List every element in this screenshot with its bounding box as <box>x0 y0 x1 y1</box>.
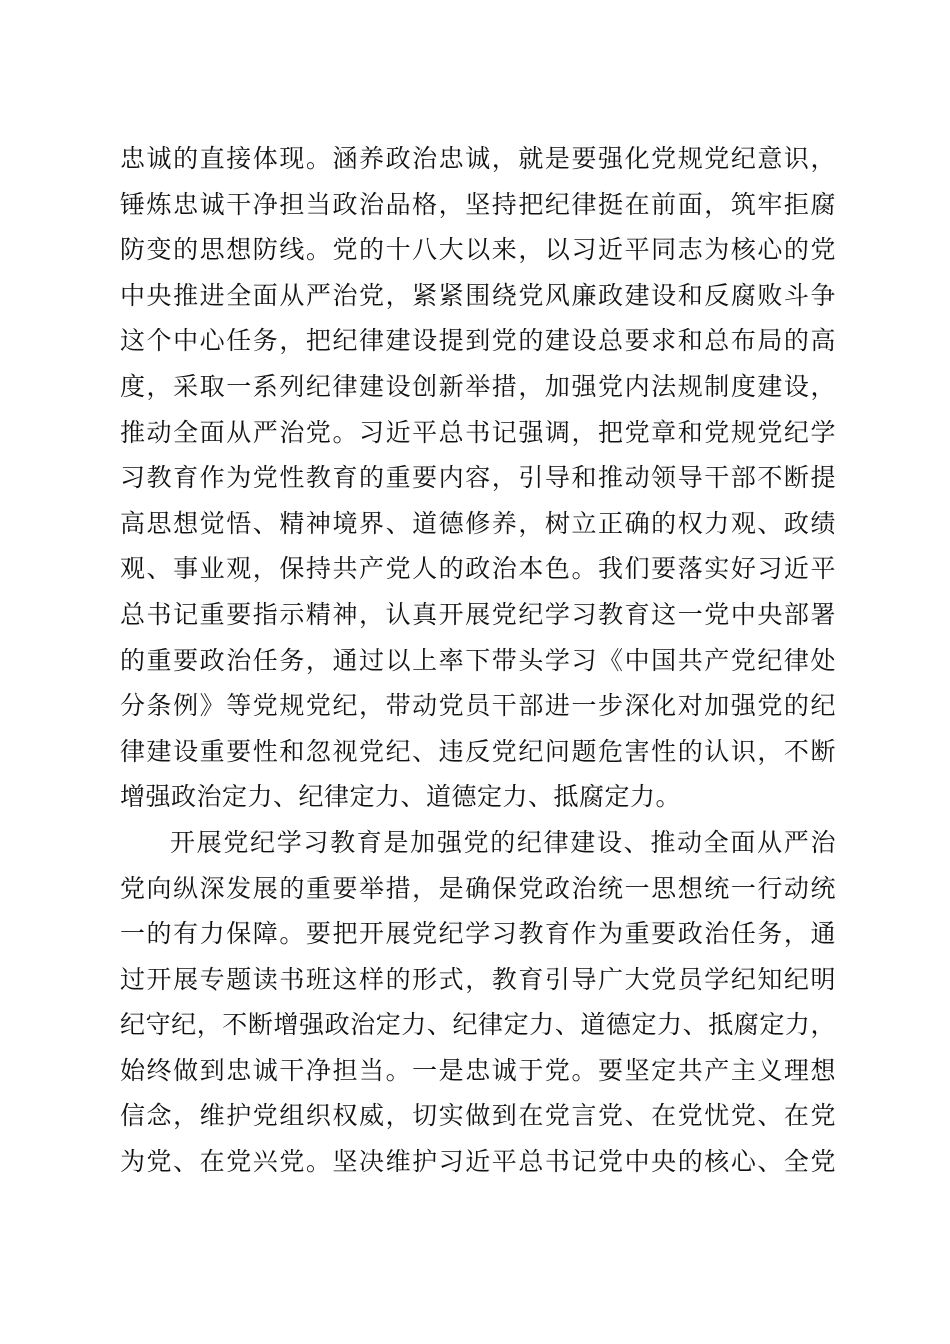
document-body <box>120 136 836 1185</box>
paragraph-line: 推动全面从严治党。习近平总书记强调，把党章和党规党纪学 <box>120 417 836 447</box>
paragraph-line: 纪守纪，不断增强政治定力、纪律定力、道德定力、抵腐定力， <box>120 1010 836 1040</box>
paragraph-line: 过开展专题读书班这样的形式，教育引导广大党员学纪知纪明 <box>120 964 836 994</box>
paragraph-line: 开展党纪学习教育是加强党的纪律建设、推动全面从严治 <box>170 827 836 857</box>
paragraph-line: 为党、在党兴党。坚决维护习近平总书记党中央的核心、全党 <box>120 1147 836 1177</box>
paragraph-line: 律建设重要性和忽视党纪、违反党纪问题危害性的认识，不断 <box>120 736 836 766</box>
paragraph-line: 分条例》等党规党纪，带动党员干部进一步深化对加强党的纪 <box>120 691 836 721</box>
paragraph-line: 总书记重要指示精神，认真开展党纪学习教育这一党中央部署 <box>120 599 836 629</box>
paragraph-line: 增强政治定力、纪律定力、道德定力、抵腐定力。 <box>120 782 682 812</box>
paragraph-line: 防变的思想防线。党的十八大以来，以习近平同志为核心的党 <box>120 235 836 265</box>
paragraph-line: 这个中心任务，把纪律建设提到党的建设总要求和总布局的高 <box>120 326 836 356</box>
paragraph-line: 中央推进全面从严治党，紧紧围绕党风廉政建设和反腐败斗争 <box>120 280 836 310</box>
paragraph-line: 观、事业观，保持共产党人的政治本色。我们要落实好习近平 <box>120 554 836 584</box>
paragraph-line: 一的有力保障。要把开展党纪学习教育作为重要政治任务，通 <box>120 919 836 949</box>
paragraph-line: 党向纵深发展的重要举措，是确保党政治统一思想统一行动统 <box>120 873 836 903</box>
paragraph-line: 高思想觉悟、精神境界、道德修养，树立正确的权力观、政绩 <box>120 508 836 538</box>
paragraph-line: 信念，维护党组织权威，切实做到在党言党、在党忧党、在党 <box>120 1101 836 1131</box>
paragraph-line: 的重要政治任务，通过以上率下带头学习《中国共产党纪律处 <box>120 645 836 675</box>
paragraph-line: 始终做到忠诚干净担当。一是忠诚于党。要坚定共产主义理想 <box>120 1055 836 1085</box>
paragraph-line: 度，采取一系列纪律建设创新举措，加强党内法规制度建设， <box>120 371 836 401</box>
paragraph-line: 忠诚的直接体现。涵养政治忠诚，就是要强化党规党纪意识， <box>120 144 836 173</box>
paragraph-line: 习教育作为党性教育的重要内容，引导和推动领导干部不断提 <box>120 463 836 493</box>
paragraph-line: 锤炼忠诚干净担当政治品格，坚持把纪律挺在前面，筑牢拒腐 <box>120 189 836 219</box>
paragraph-1 <box>120 136 836 820</box>
paragraph-2 <box>120 820 836 1185</box>
